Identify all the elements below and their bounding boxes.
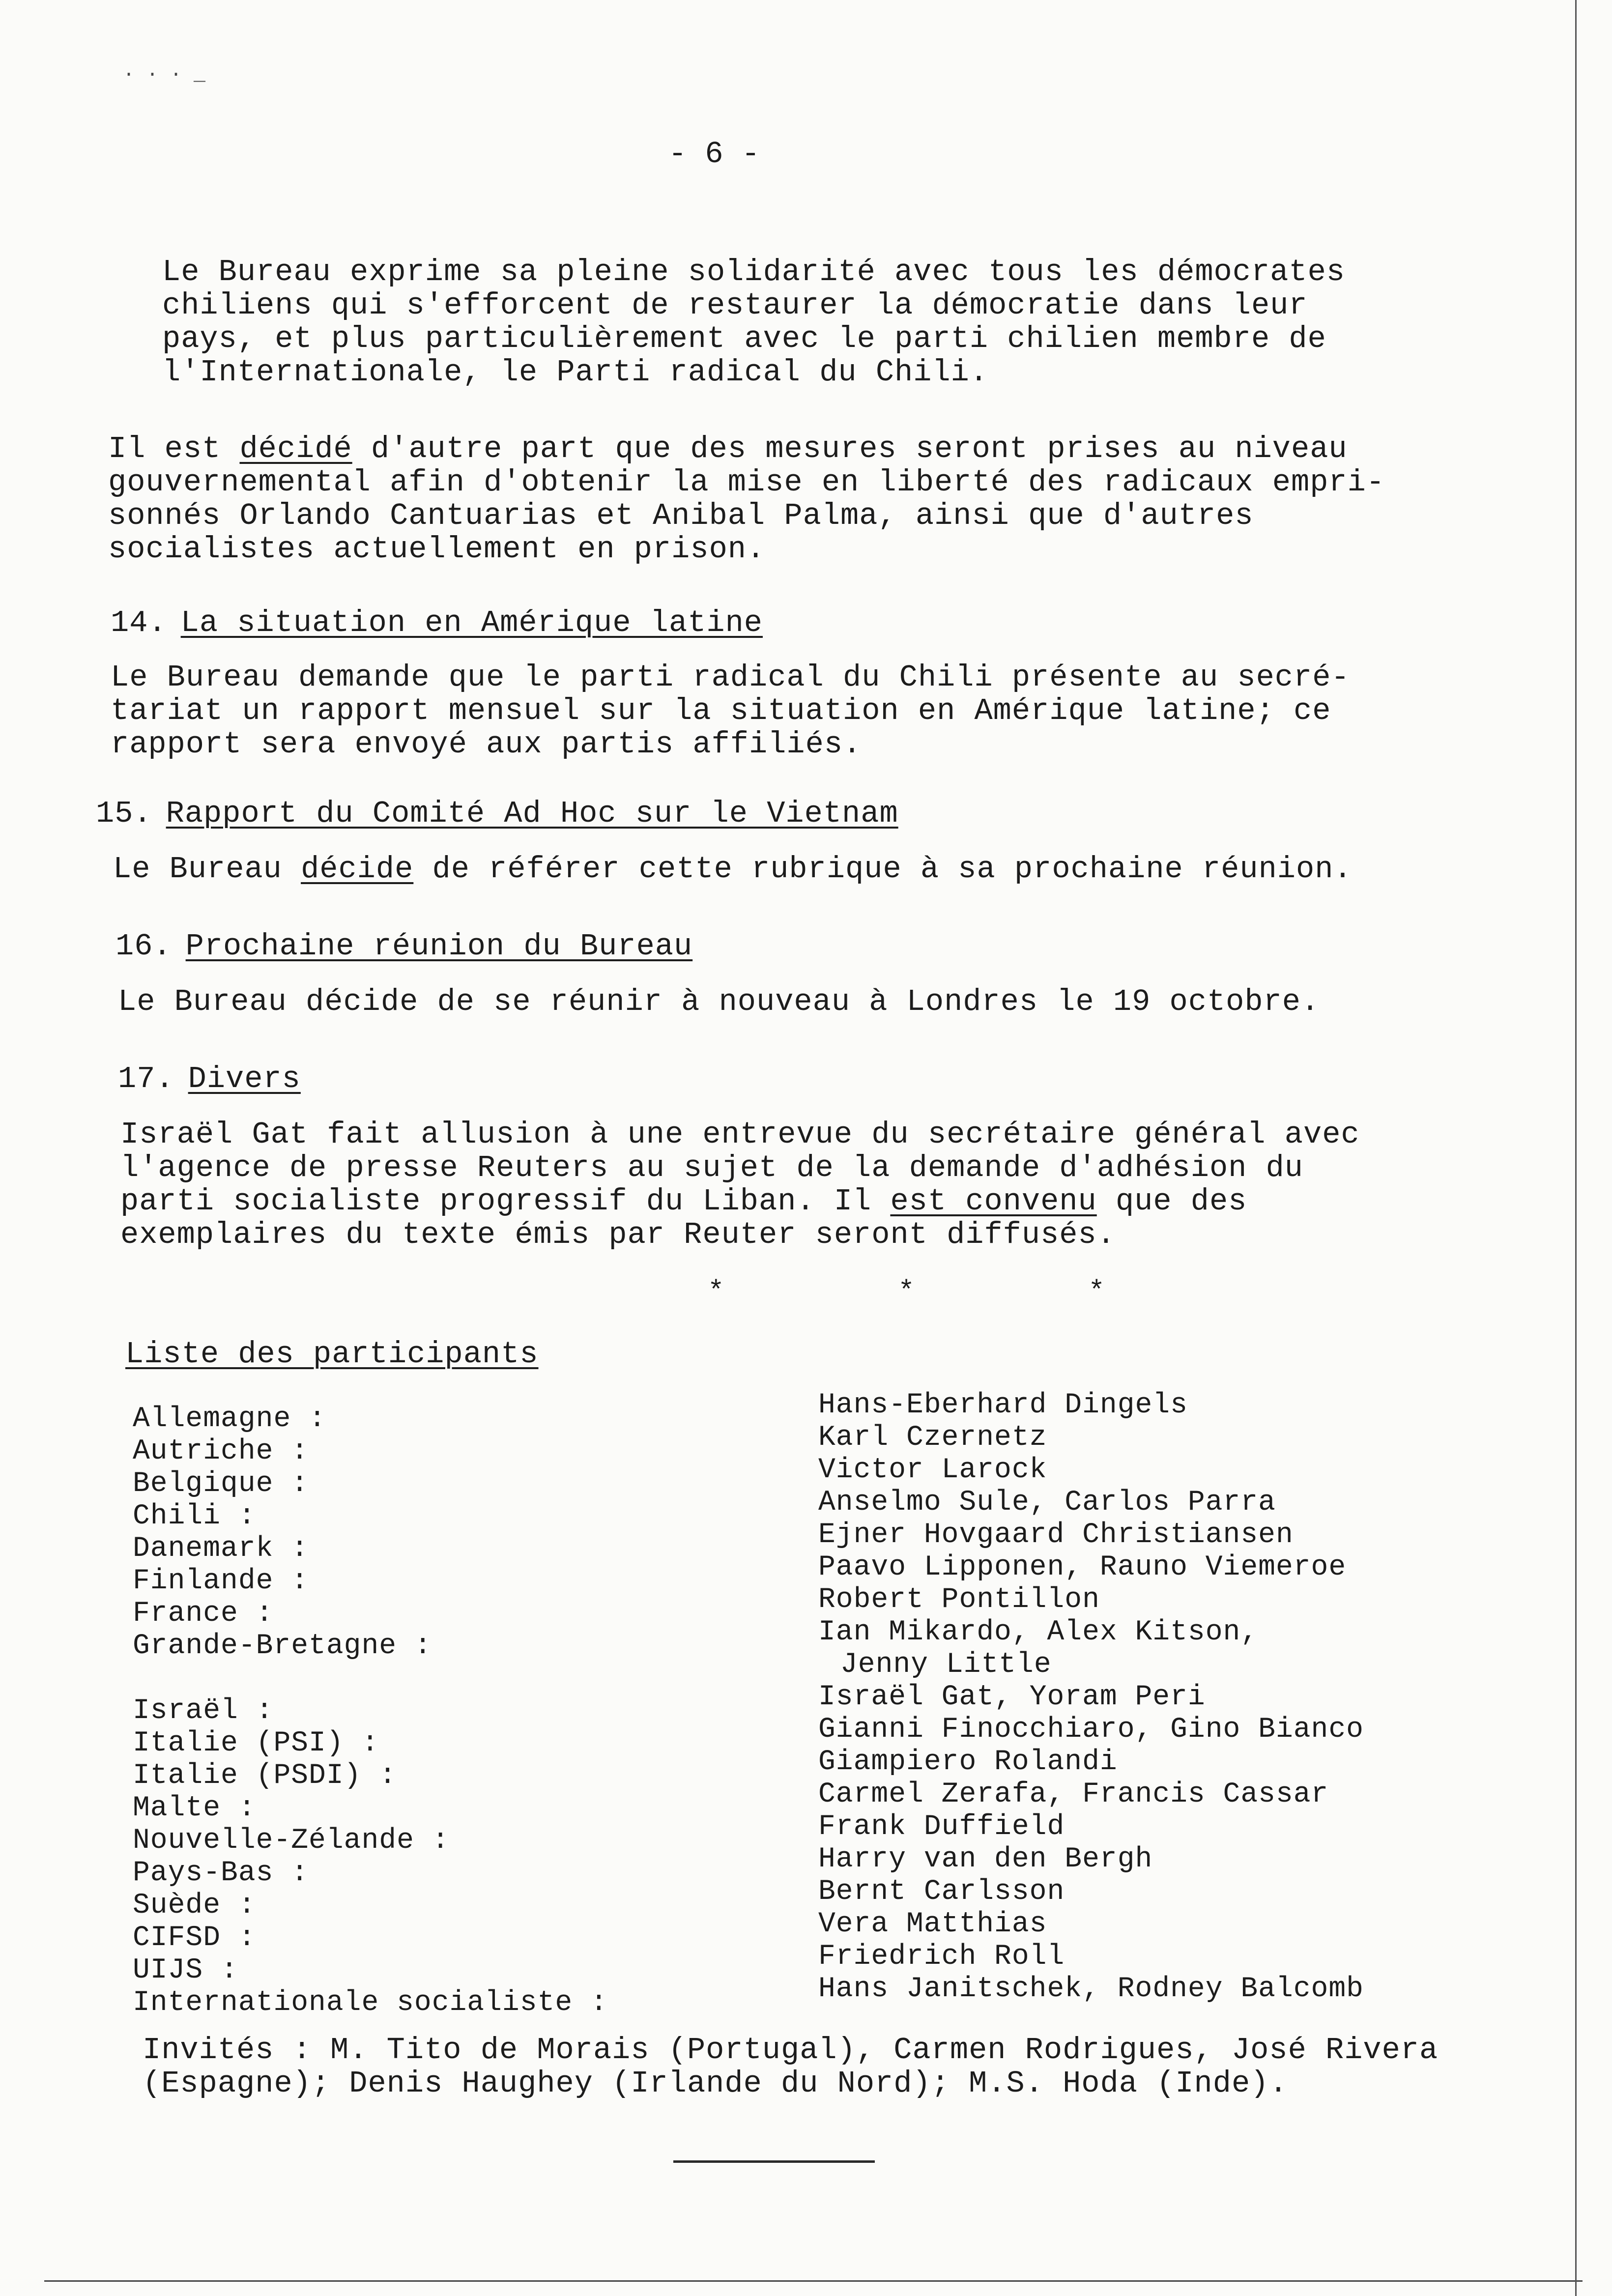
participant-names: Victor Larock [818, 1454, 1047, 1486]
participant-country: Nouvelle-Zélande : [133, 1825, 450, 1857]
participant-country: Chili : [133, 1500, 256, 1532]
section-17-body-prefix: Israël Gat fait allusion à une entrevue du secrétaire général avec l'agence de presse Reuters au sujet de la demande d'adhésion du parti socialiste progressif du Liban. Il [120, 1117, 1360, 1219]
participant-row [133, 1843, 1460, 1890]
section-number: 17. [118, 1062, 174, 1096]
participant-names: Gianni Finocchiaro, Gino Bianco [818, 1714, 1364, 1746]
participant-row [133, 1811, 1460, 1857]
section-15-body-rest: de référer cette rubrique à sa prochaine réunion. [413, 852, 1353, 887]
section-14-heading [111, 605, 763, 640]
participant-names: Harry van den Bergh [818, 1843, 1153, 1875]
participant-names: Bernt Carlsson [818, 1876, 1065, 1908]
section-15-body [113, 853, 1353, 886]
participant-names: Hans-Eberhard Dingels [818, 1389, 1188, 1421]
participant-country: Malte : [133, 1792, 256, 1824]
separator-stars: * * * [708, 1276, 1184, 1307]
participant-names: Israël Gat, Yoram Peri [818, 1681, 1206, 1713]
section-number: 16. [115, 929, 172, 964]
participant-row [133, 1908, 1460, 1954]
participant-country: Pays-Bas : [133, 1857, 309, 1889]
participant-names: Friedrich Roll [818, 1941, 1065, 1973]
section-14-body: Le Bureau demande que le parti radical du Chili présente au secré- tariat un rapport mensuel sur la situation en Amérique latine; ce rapport sera envoyé aux partis affiliés. [111, 660, 1350, 762]
participant-row [133, 1616, 1460, 1695]
participant-names: Karl Czernetz [818, 1422, 1047, 1454]
participant-country: Danemark : [133, 1533, 309, 1565]
section-title: Rapport du Comité Ad Hoc sur le Vietnam [166, 796, 898, 831]
participant-country: France : [133, 1598, 274, 1630]
participant-names-continued: Jenny Little [840, 1649, 1052, 1681]
participant-names: Anselmo Sule, Carlos Parra [818, 1487, 1276, 1519]
participant-country: Autriche : [133, 1435, 309, 1467]
participants-list [133, 1389, 1460, 2019]
participant-country: CIFSD : [133, 1922, 256, 1954]
section-17-body-underlined: est convenu [890, 1184, 1097, 1219]
participant-country: Grande-Bretagne : [133, 1630, 432, 1662]
section-17-body [120, 1118, 1360, 1252]
section-title: Divers [188, 1062, 301, 1096]
page-number: - 6 - [668, 137, 760, 172]
right-edge-line [1575, 0, 1577, 2296]
decision-rest: d'autre part que des mesures seront prises au niveau gouvernemental afin d'obtenir la mise en liberté des radicaux empri- sonnés Orlando Cantuarias et Anibal Palma, ainsi que d'autres socialistes actuellement en prison. [108, 431, 1385, 567]
participant-row [133, 1876, 1460, 1922]
participant-country: Finlande : [133, 1565, 309, 1597]
section-15-body-prefix: Le Bureau [113, 852, 301, 887]
participant-row [133, 1551, 1460, 1598]
participant-row [133, 1584, 1460, 1630]
section-15-body-underlined: décide [301, 852, 414, 887]
guests-paragraph: Invités : M. Tito de Morais (Portugal), Carmen Rodrigues, José Rivera (Espagne); Denis Haughey (Irlande du Nord); M.S. Hoda (Inde). [143, 2033, 1439, 2101]
section-15-heading [96, 796, 898, 831]
participants-title [125, 1337, 539, 1372]
section-17-heading [118, 1062, 301, 1096]
participant-row [133, 1422, 1460, 1468]
section-17-body-rest: que des exemplaires du texte émis par Reuter seront diffusés. [120, 1184, 1247, 1252]
participant-country: Belgique : [133, 1468, 309, 1500]
participant-country: Allemagne : [133, 1403, 326, 1435]
participant-country: Italie (PSI) : [133, 1727, 379, 1759]
participants-title-text: Liste des participants [125, 1337, 539, 1372]
participant-names: Frank Duffield [818, 1811, 1065, 1843]
participant-country: Israël : [133, 1695, 274, 1727]
section-title: La situation en Amérique latine [180, 605, 763, 640]
participant-row [133, 1779, 1460, 1825]
participant-names: Ejner Hovgaard Christiansen [818, 1519, 1294, 1551]
participant-names: Hans Janitschek, Rodney Balcomb [818, 1973, 1364, 2005]
closing-rule [673, 2160, 875, 2163]
section-16-body: Le Bureau décide de se réunir à nouveau à Londres le 19 octobre. [118, 984, 1320, 1019]
participant-country: Suède : [133, 1890, 256, 1922]
scan-speck: · · · _ [123, 64, 206, 86]
participant-country: Italie (PSDI) : [133, 1760, 397, 1792]
section-number: 15. [96, 796, 152, 831]
section-16-heading [115, 929, 692, 964]
intro-paragraph: Le Bureau exprime sa pleine solidarité avec tous les démocrates chiliens qui s'efforcent de restaurer la démocratie dans leur pays, et plus particulièrement avec le parti chilien membre de l'Internationale, le Parti radical du Chili. [162, 255, 1345, 390]
participant-names: Carmel Zerafa, Francis Cassar [818, 1779, 1329, 1810]
participant-row [133, 1389, 1460, 1435]
participant-row [133, 1714, 1460, 1760]
participant-country: Internationale socialiste : [133, 1987, 608, 2019]
participant-row [133, 1973, 1460, 2019]
decision-underlined: décidé [239, 431, 352, 466]
participant-names: Vera Matthias [818, 1908, 1047, 1940]
participant-names: Ian Mikardo, Alex Kitson, [818, 1616, 1259, 1648]
participant-names: Robert Pontillon [818, 1584, 1100, 1616]
decision-paragraph [108, 432, 1385, 566]
decision-prefix: Il est [108, 431, 240, 466]
participant-names: Giampiero Rolandi [818, 1746, 1118, 1778]
participant-names: Paavo Lipponen, Rauno Viemeroe [818, 1551, 1347, 1583]
section-number: 14. [111, 605, 167, 640]
section-title: Prochaine réunion du Bureau [185, 929, 693, 964]
bottom-edge-line [44, 2280, 1583, 2282]
participant-country: UIJS : [133, 1954, 238, 1986]
